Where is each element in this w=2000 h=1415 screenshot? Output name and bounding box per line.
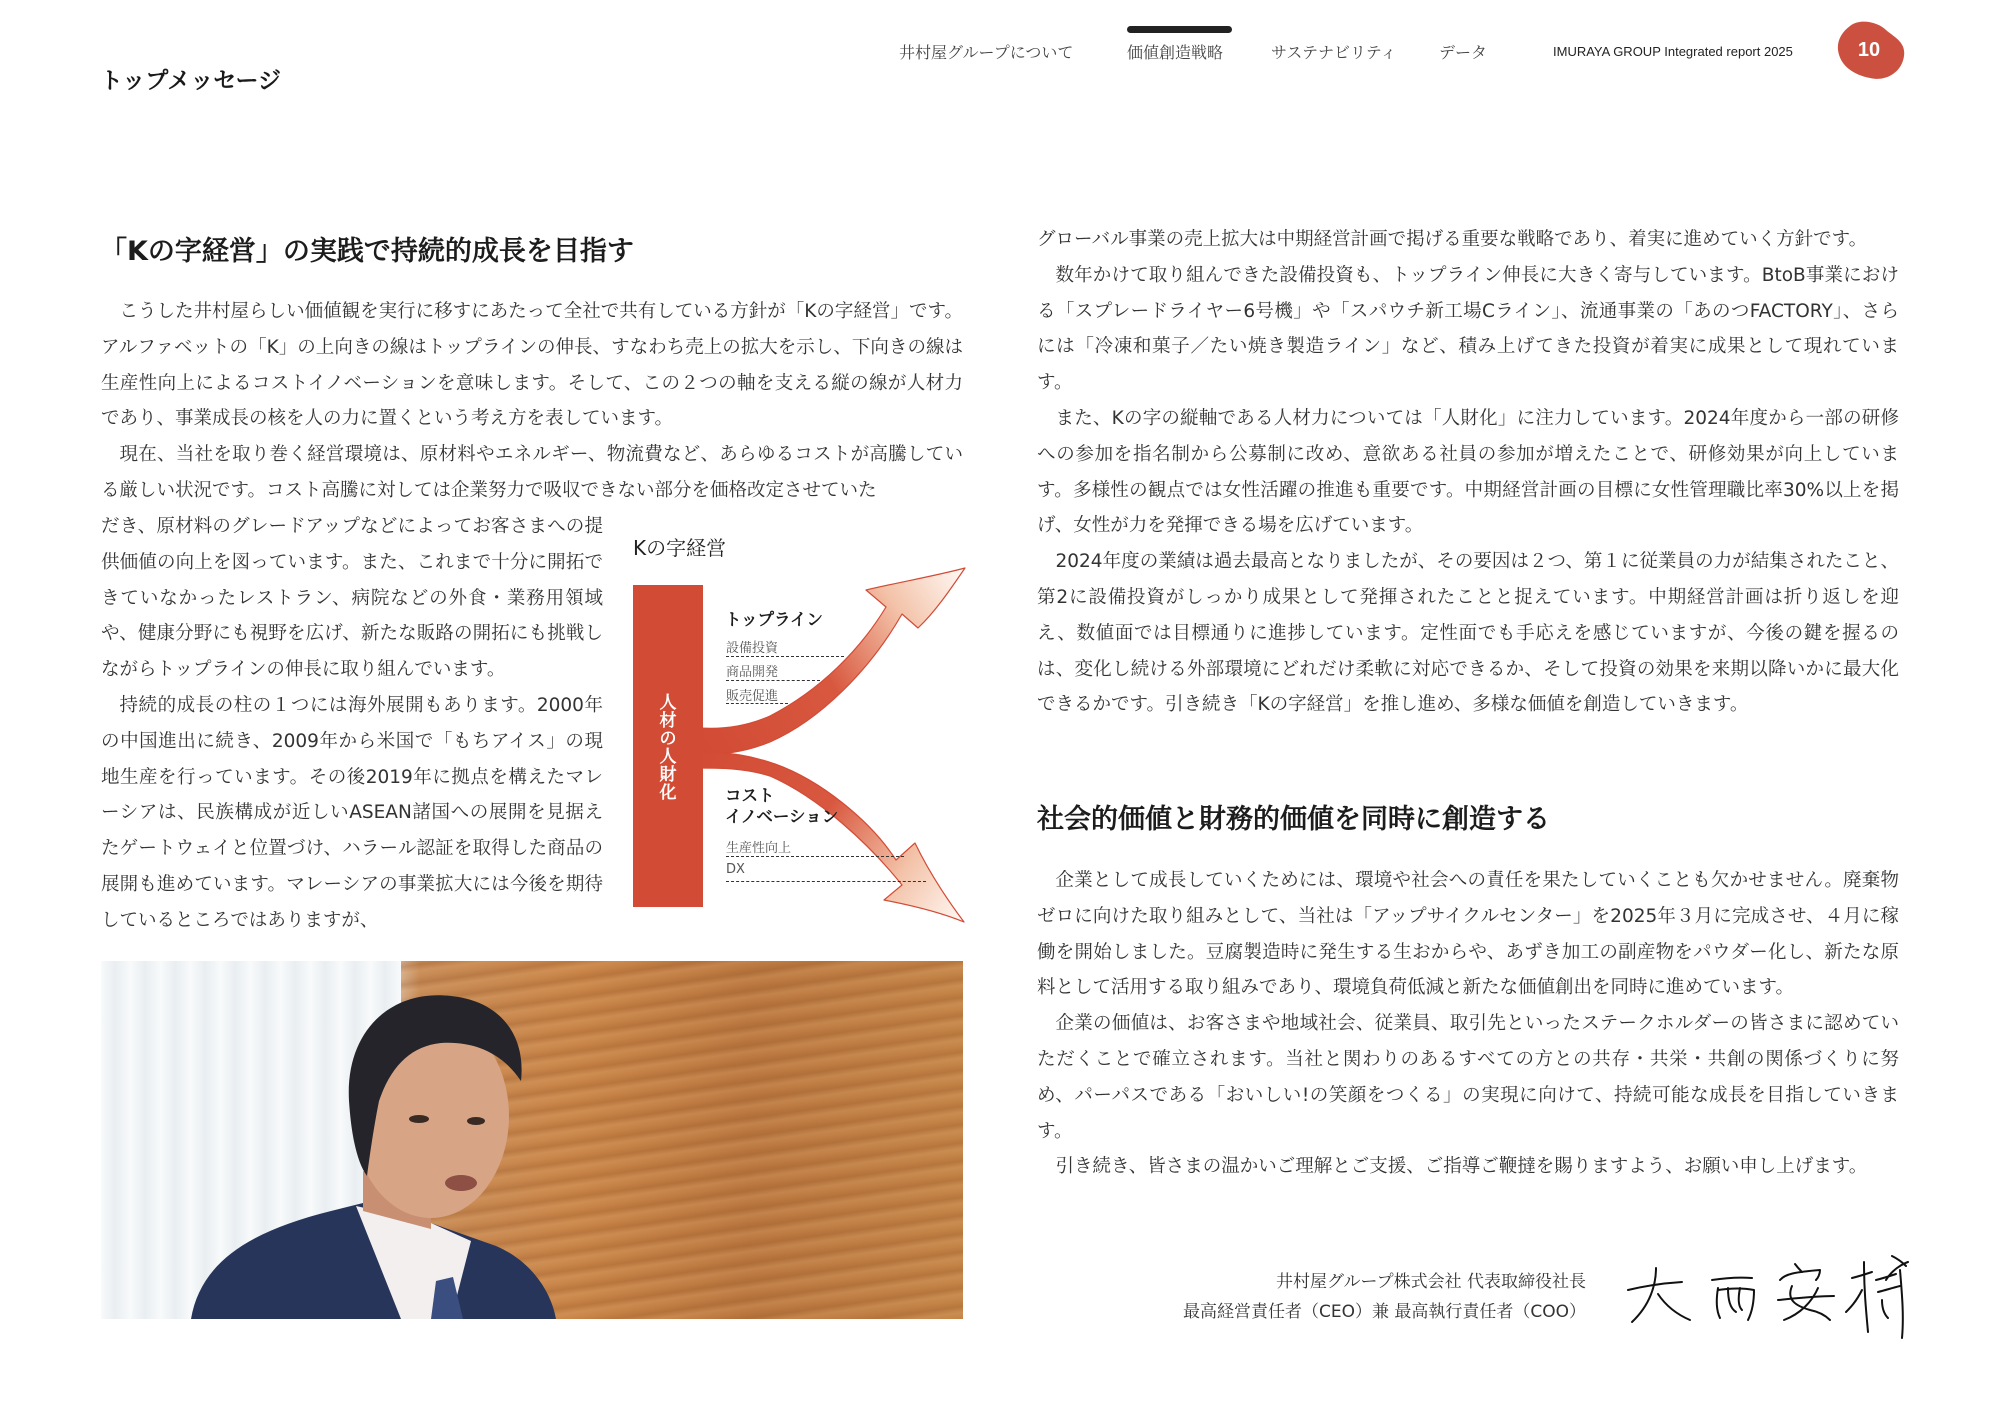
vertical-bar-label: 人材の人財化 [659, 693, 677, 803]
paragraph: こうした井村屋らしい価値観を実行に移すにあたって全社で共有している方針が「Kの字経営」です。アルファベットの「K」の上向きの線はトップラインの伸長、すなわち売上の拡大を示し、下向きの線は生産性向上によるコストイノベーションを意味します。そして、この２つの軸を支える縦の線が人材力であり、事業成長の核を人の力に置くという考え方を表しています。 [101, 301, 963, 430]
dashed-divider [726, 881, 926, 882]
paragraph: 持続的成長の柱の１つには海外展開もあります。2000年の中国進出に続き、2009年から米国で「もちアイス」の現地生産を行っています。その後2019年に拠点を構えたマレーシアは、民族構成が近しいASEAN諸国への展開を見据えたゲートウェイと位置づけ、ハラール認証を取得した商品の展開も進めています。マレーシアの事業拡大には今後を期待しているところではありますが、 [101, 694, 603, 931]
right-bottom-paragraphs [1037, 863, 1899, 1185]
heading-k-management: 「Kの字経営」の実践で持続的成長を目指す [100, 236, 634, 267]
dashed-divider [726, 680, 820, 681]
signatory-title-line2: 最高経営責任者（CEO）兼 最高執行責任者（COO） [1182, 1302, 1586, 1322]
topline-item: 商品開発 [726, 665, 779, 680]
paragraph: だき、原材料のグレードアップなどによってお客さまへの提供価値の向上を図っています。また、これまで十分に開拓できていなかったレストラン、病院などの外食・業務用領域や、健康分野にも視野を広げ、新たな販路の開拓にも挑戦しながらトップラインの伸長に取り組んでいます。 [101, 516, 603, 681]
nav-item-data[interactable]: データ [1439, 43, 1488, 62]
signatory-title-line1: 井村屋グループ株式会社 代表取締役社長 [1275, 1272, 1586, 1292]
cost-item: 生産性向上 [726, 841, 792, 856]
left-narrow-paragraphs [101, 509, 603, 939]
paragraph: 企業の価値は、お客さまや地域社会、従業員、取引先といったステークホルダーの皆さまに認めていただくことで確立されます。当社と関わりのあるすべての方との共存・共栄・共創の関係づくりに努め、パーパスである「おいしい!の笑顔をつくる」の実現に向けて、持続可能な成長を目指していきます。 [1037, 1013, 1899, 1142]
right-top-paragraphs [1037, 222, 1899, 723]
cost-innovation-label-line2: イノベーション [725, 807, 839, 826]
nav-item-value-creation[interactable]: 価値創造戦略 [1127, 43, 1224, 62]
paragraph: 企業として成長していくためには、環境や社会への責任を果たしていくことも欠かせません。廃棄物ゼロに向けた取り組みとして、当社は「アップサイクルセンター」を2025年３月に完成させ、４月に稼働を開始しました。豆腐製造時に発生する生おからや、あずき加工の副産物をパウダー化し、新たな原料として活用する取り組みであり、環境負荷低減と新たな価値創出を同時に進めています。 [1037, 870, 1899, 999]
paragraph: グローバル事業の売上拡大は中期経営計画で掲げる重要な戦略であり、着実に進めていく方針です。 [1037, 229, 1868, 250]
page-number-badge [1836, 20, 1906, 80]
dashed-divider [726, 856, 904, 857]
paragraph: 数年かけて取り組んできた設備投資も、トップライン伸長に大きく寄与しています。BtoB事業における「スプレードライヤー6号機」や「スパウチ新工場Cライン」、流通事業の「あのつFACTORY」、さらには「冷凍和菓子／たい焼き製造ライン」など、積み上げてきた投資が着実に成果として現れています。 [1037, 264, 1899, 394]
person-silhouette [101, 961, 963, 1319]
left-intro-paragraphs [101, 294, 963, 509]
section-title: トップメッセージ [100, 68, 282, 94]
diagram-title: Kの字経営 [633, 536, 727, 560]
cost-item: DX [726, 862, 745, 877]
paragraph: 引き続き、皆さまの温かいご理解とご支援、ご指導ご鞭撻を賜りますよう、お願い申し上げます。 [1055, 1156, 1868, 1178]
topline-label: トップライン [725, 610, 824, 629]
cost-innovation-label-line1: コスト [725, 786, 775, 805]
report-label: IMURAYA GROUP Integrated report 2025 [1553, 44, 1793, 59]
nav-item-sustainability[interactable]: サステナビリティ [1271, 43, 1397, 62]
heading-social-financial-value: 社会的価値と財務的価値を同時に創造する [1037, 804, 1550, 835]
paragraph: 現在、当社を取り巻く経営環境は、原材料やエネルギー、物流費など、あらゆるコストが高騰している厳しい状況です。コスト高騰に対しては企業努力で吸収できない部分を価格改定させていた [101, 444, 963, 501]
topline-item: 設備投資 [726, 641, 779, 656]
page-number: 10 [1857, 38, 1881, 61]
dashed-divider [726, 703, 788, 704]
president-photo [101, 961, 963, 1319]
paragraph: 2024年度の業績は過去最高となりましたが、その要因は２つ、第１に従業員の力が結集されたこと、第2に設備投資がしっかり成果として発揮されたことと捉えています。中期経営計画は折り返しを迎え、数値面では目標通りに進捗しています。定性面でも手応えを感じていますが、今後の鍵を握るのは、変化し続ける外部環境にどれだけ柔軟に対応できるか、そして投資の効果を来期以降いかに最大化できるかです。引き続き「Kの字経営」を推し進め、多様な価値を創造していきます。 [1037, 551, 1899, 716]
nav-item-about-group[interactable]: 井村屋グループについて [899, 43, 1074, 62]
topline-item: 販売促進 [726, 689, 779, 704]
paragraph: また、Kの字の縦軸である人材力については「人財化」に注力しています。2024年度から一部の研修への参加を指名制から公募制に改め、意欲ある社員の参加が増えたことで、研修効果が向上しています。多様性の観点では女性活躍の推進も重要です。中期経営計画の目標に女性管理職比率30%以上を掲げ、女性が力を発揮できる場を広げています。 [1037, 407, 1899, 537]
active-nav-indicator [1127, 26, 1232, 33]
dashed-divider [726, 656, 844, 657]
handwritten-signature-icon [1620, 1250, 1910, 1340]
